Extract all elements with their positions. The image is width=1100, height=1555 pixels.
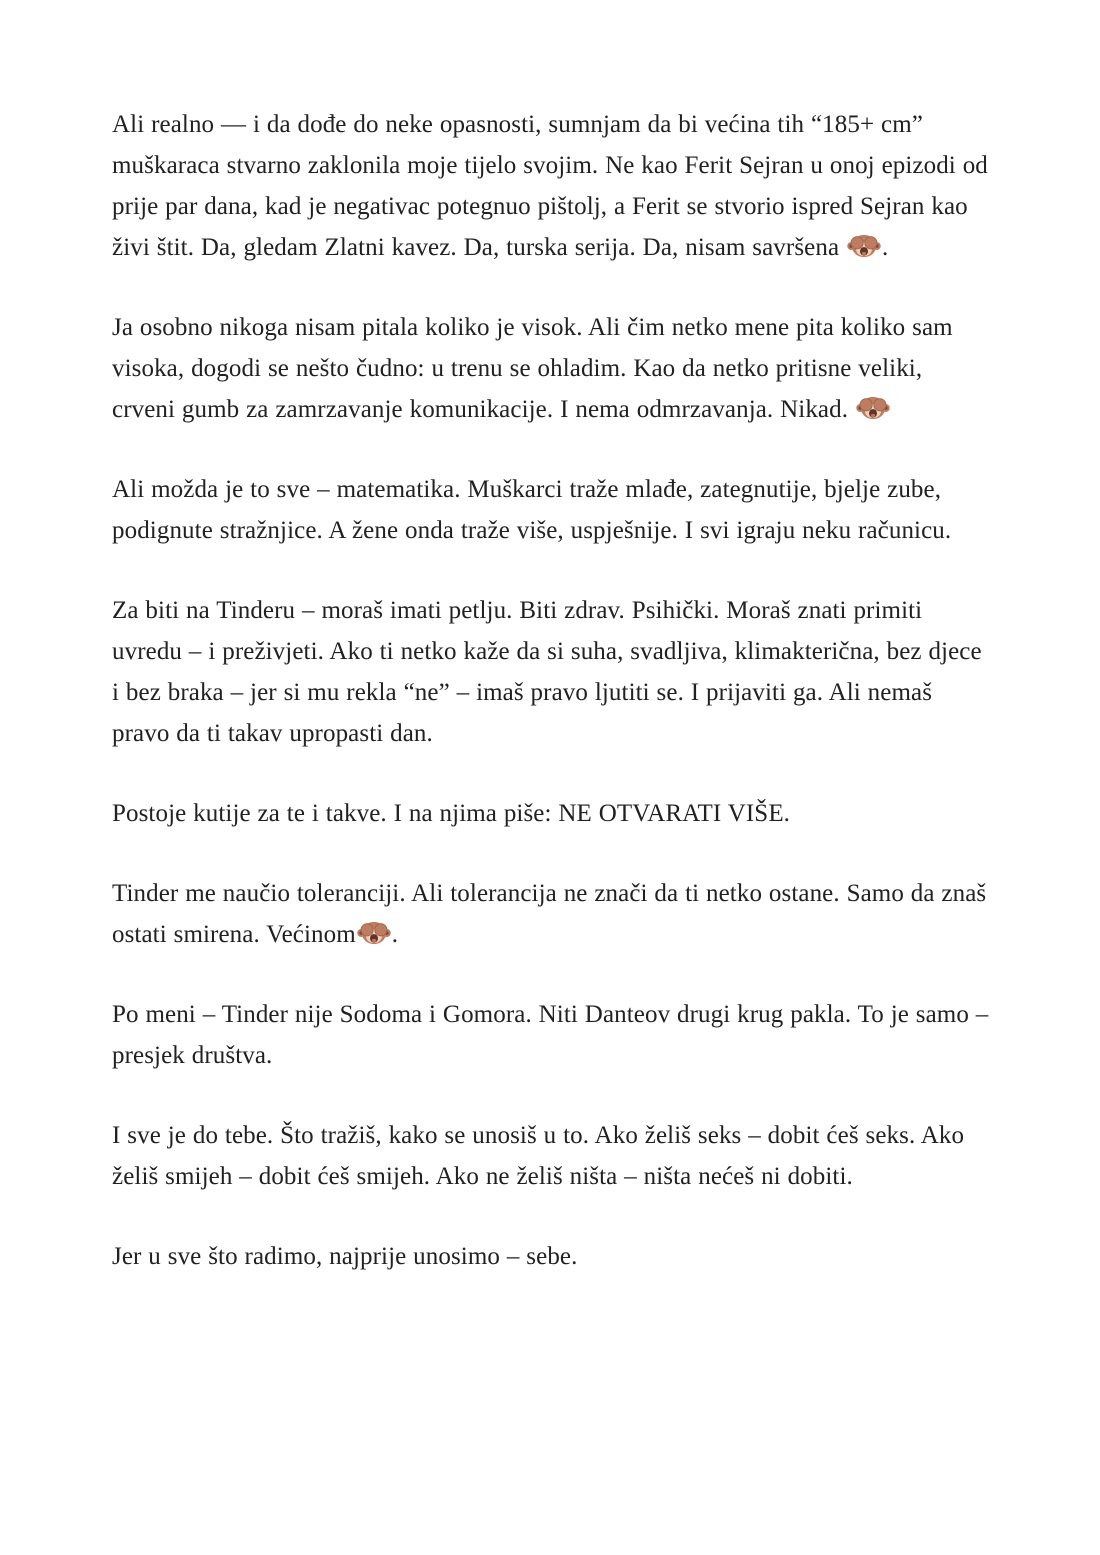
see-no-evil-monkey-icon bbox=[357, 916, 391, 950]
paragraph-7: Po meni – Tinder nije Sodoma i Gomora. Niti Danteov drugi krug pakla. To je samo – presjek društva. bbox=[112, 1001, 989, 1069]
paragraph-1-text-after: . bbox=[882, 234, 889, 261]
paragraph-8: I sve je do tebe. Što tražiš, kako se unosiš u to. Ako želiš seks – dobit ćeš seks. Ako želiš smijeh – dobit ćeš smijeh. Ako ne želiš ništa – ništa nećeš ni dobiti. bbox=[112, 1122, 965, 1190]
paragraph-5: Postoje kutije za te i takve. I na njima piše: NE OTVARATI VIŠE. bbox=[112, 800, 791, 827]
paragraph-6 bbox=[112, 873, 992, 955]
paragraph-1-text: Ali realno — i da dođe do neke opasnosti, sumnjam da bi većina tih “185+ cm” muškaraca stvarno zaklonila moje tijelo svojim. Ne kao Ferit Sejran u onoj epizodi od prije par dana, kad je negativac potegnuo pištolj, a Ferit se stvorio ispred Sejran kao živi štit. Da, gledam Zlatni kavez. Da, turska serija. Da, nisam savršena bbox=[112, 111, 988, 261]
paragraph-6-text-after: . bbox=[391, 921, 399, 948]
see-no-evil-monkey-icon bbox=[847, 229, 881, 263]
paragraph-2 bbox=[112, 307, 992, 430]
paragraph-2-text: Ja osobno nikoga nisam pitala koliko je visok. Ali čim netko mene pita koliko sam visoka, dogodi se nešto čudno: u trenu se ohladim. Kao da netko pritisne veliki, crveni gumb za zamrzavanje komunikacije. I nema odmrzavanja. Nikad. bbox=[112, 314, 953, 423]
see-no-evil-monkey-icon bbox=[856, 391, 890, 425]
paragraph-4: Za biti na Tinderu – moraš imati petlju. Biti zdrav. Psihički. Moraš znati primiti uvredu – i preživjeti. Ako ti netko kaže da si suha, svadljiva, klimakterična, bez djece i bez braka – jer si mu rekla “ne” – imaš pravo ljutiti se. I prijaviti ga. Ali nemaš pravo da ti takav upropasti dan. bbox=[112, 597, 982, 747]
paragraph-9: Jer u sve što radimo, najprije unosimo – sebe. bbox=[112, 1243, 578, 1270]
paragraph-6-text: Tinder me naučio toleranciji. Ali tolerancija ne znači da ti netko ostane. Samo da znaš ostati smirena. Većinom bbox=[112, 880, 987, 948]
paragraph-3: Ali možda je to sve – matematika. Muškarci traže mlađe, zategnutije, bjelje zube, podignute stražnjice. A žene onda traže više, uspješnije. I svi igraju neku računicu. bbox=[112, 476, 952, 544]
paragraph-1 bbox=[112, 104, 992, 268]
